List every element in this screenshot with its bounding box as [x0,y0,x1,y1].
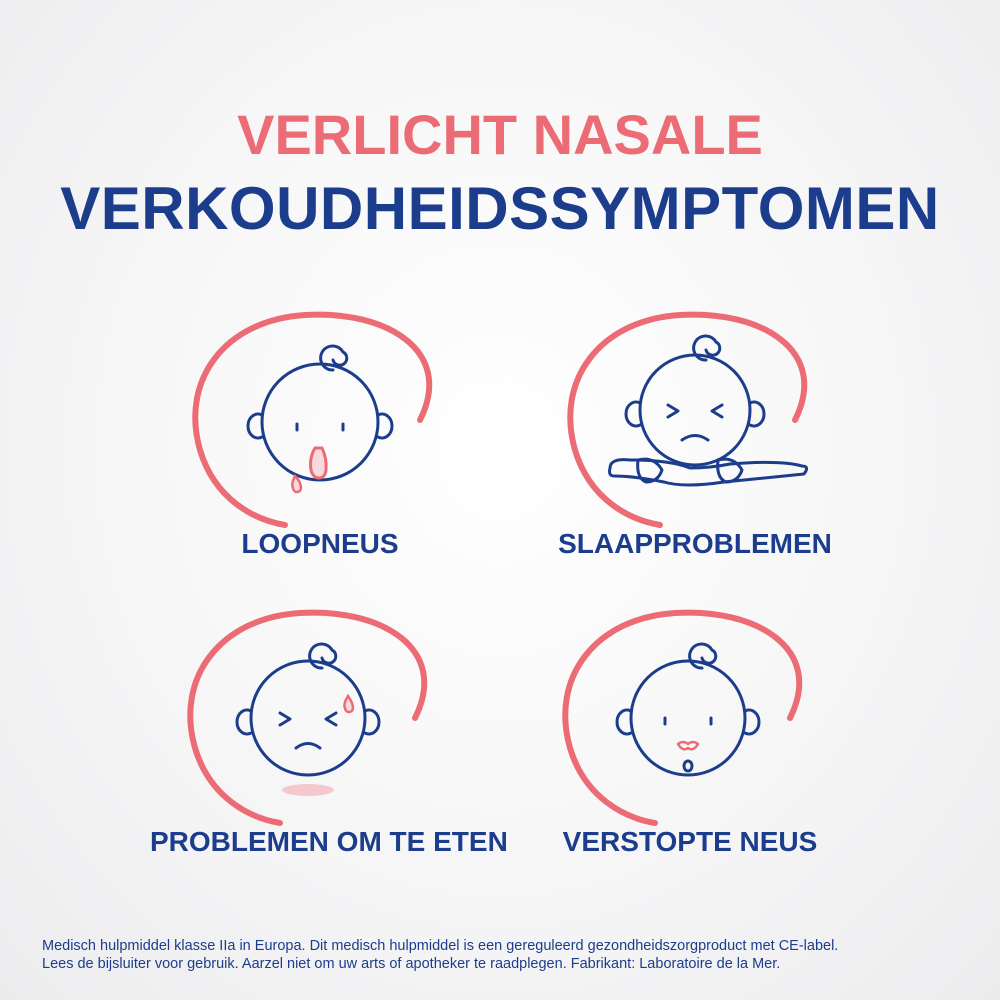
footer-line-1: Medisch hulpmiddel klasse IIa in Europa. Dit medisch hulpmiddel is een gereguleerd gezondheidszorgproduct met CE-label. [42,938,839,954]
headline-line-2: VERKOUDHEIDSSYMPTOMEN [60,175,940,242]
baby-blocked-nose-icon [525,598,855,838]
symptom-label-sleep-problems: SLAAPPROBLEMEN [558,528,832,559]
symptom-label-blocked-nose: VERSTOPTE NEUS [562,826,818,857]
symptom-tile-blocked-nose [525,598,855,857]
baby-sleep-problems-icon [530,300,860,540]
symptom-tile-eating-problems [150,598,508,857]
symptom-tile-sleep-problems [530,300,860,559]
symptom-tile-runny-nose [155,300,485,559]
symptom-label-eating-problems: PROBLEMEN OM TE ETEN [150,826,508,857]
headline-line-1: VERLICHT NASALE [237,103,763,166]
symptom-label-runny-nose: LOOPNEUS [241,528,399,559]
footer-line-2: Lees de bijsluiter voor gebruik. Aarzel niet om uw arts of apotheker te raadplegen. Fabrikant: Laboratoire de la Mer. [42,956,781,972]
baby-runny-nose-icon [155,300,485,540]
footer-disclaimer [42,937,982,973]
baby-eating-problems-icon [150,598,480,838]
